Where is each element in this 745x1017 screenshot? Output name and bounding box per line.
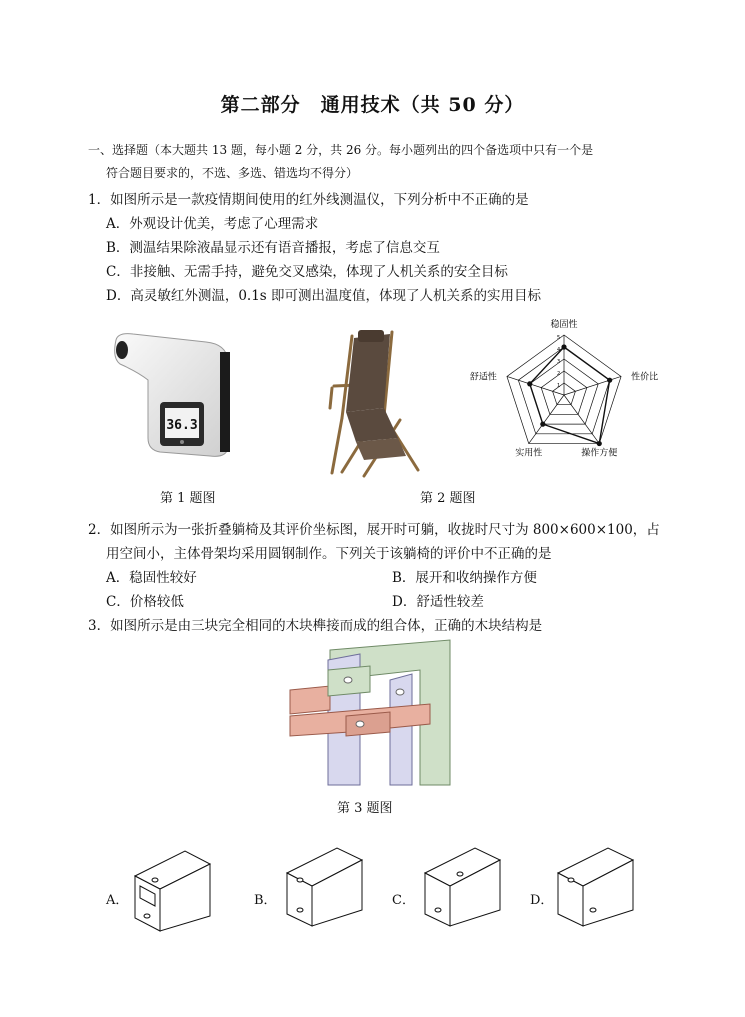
q3-figure-caption: 第 3 题图 <box>337 801 393 816</box>
q1-option-d: D．高灵敏红外测温，0.1s 即可测出温度值，体现了人机关系的实用目标 <box>106 288 542 304</box>
radar-tick-3: 3 <box>557 359 561 365</box>
radar-axis-line <box>564 395 599 444</box>
radar-axis-label-comfort: 舒适性 <box>469 372 497 383</box>
radar-axis-label-practicality: 实用性 <box>515 448 543 459</box>
radar-axis-line <box>529 395 564 444</box>
q3-option-b-label: B． <box>254 893 277 908</box>
radar-axes <box>507 335 621 444</box>
q3-stem: 3．如图所示是由三块完全相同的木块榫接而成的组合体，正确的木块结构是 <box>88 618 543 634</box>
thermometer-display-text: 36.3 <box>166 418 198 433</box>
radar-tick-2: 2 <box>557 371 561 377</box>
radar-points <box>527 344 612 446</box>
radar-tick-4: 4 <box>557 347 561 353</box>
section-header-line1: 一、选择题（本大题共 13 题，每小题 2 分，共 26 分。每小题列出的四个备选项中只有一个是 <box>88 143 594 157</box>
q1-stem: 1．如图所示是一款疫情期间使用的红外线测温仪，下列分析中不正确的是 <box>88 192 529 208</box>
radar-axis-label-value: 性价比 <box>631 372 659 383</box>
radar-data-point <box>561 344 566 349</box>
q3-option-c-figure <box>420 838 510 928</box>
radar-tick-5: 5 <box>557 335 561 341</box>
q3-option-b-figure <box>282 838 372 928</box>
radar-tick-labels <box>557 335 560 389</box>
radar-data-point <box>540 422 545 427</box>
thermometer-figure <box>108 330 238 460</box>
q3-option-a-label: A． <box>106 893 129 908</box>
q3-joint-figure <box>290 640 455 785</box>
radar-axis-line <box>564 376 621 395</box>
section-header-line2: 符合题目要求的，不选、多选、错选均不得分） <box>106 166 359 180</box>
q3-option-d-figure <box>553 838 643 928</box>
radar-data-point <box>527 381 532 386</box>
radar-axis-label-operation: 操作方便 <box>581 448 618 459</box>
radar-tick-1: 1 <box>557 383 561 389</box>
page-title: 第二部分 通用技术（共 50 分） <box>220 94 525 116</box>
q1-figure-caption: 第 1 题图 <box>160 491 216 506</box>
radar-data-point <box>597 441 602 446</box>
q2-stem-line1: 2．如图所示为一张折叠躺椅及其评价坐标图，展开时可躺，收拢时尺寸为 800×600×100，占 <box>88 522 660 538</box>
q3-option-d-label: D． <box>530 893 554 908</box>
q2-option-d: D．舒适性较差 <box>392 594 484 610</box>
q1-option-c: C．非接触、无需手持，避免交叉感染，体现了人机关系的安全目标 <box>106 264 508 280</box>
q2-option-b: B．展开和收纳操作方便 <box>392 570 537 586</box>
q2-figure-caption: 第 2 题图 <box>420 491 476 506</box>
radar-value-polygon <box>530 347 610 444</box>
q2-option-a: A．稳固性较好 <box>106 570 197 586</box>
evaluation-radar-chart <box>469 315 659 475</box>
q3-option-a-figure <box>125 846 215 931</box>
radar-axis-line <box>507 376 564 395</box>
folding-chair-figure <box>322 328 432 478</box>
q1-option-a: A．外观设计优美，考虑了心理需求 <box>106 216 319 232</box>
q3-option-c-label: C． <box>392 893 415 908</box>
q1-option-b: B．测温结果除液晶显示还有语音播报，考虑了信息交互 <box>106 240 440 256</box>
radar-axis-label-stability: 稳固性 <box>550 320 578 330</box>
q2-option-c: C．价格较低 <box>106 594 184 610</box>
q2-stem-line2: 用空间小，主体骨架均采用圆钢制作。下列关于该躺椅的评价中不正确的是 <box>106 546 552 562</box>
radar-data-point <box>607 378 612 383</box>
